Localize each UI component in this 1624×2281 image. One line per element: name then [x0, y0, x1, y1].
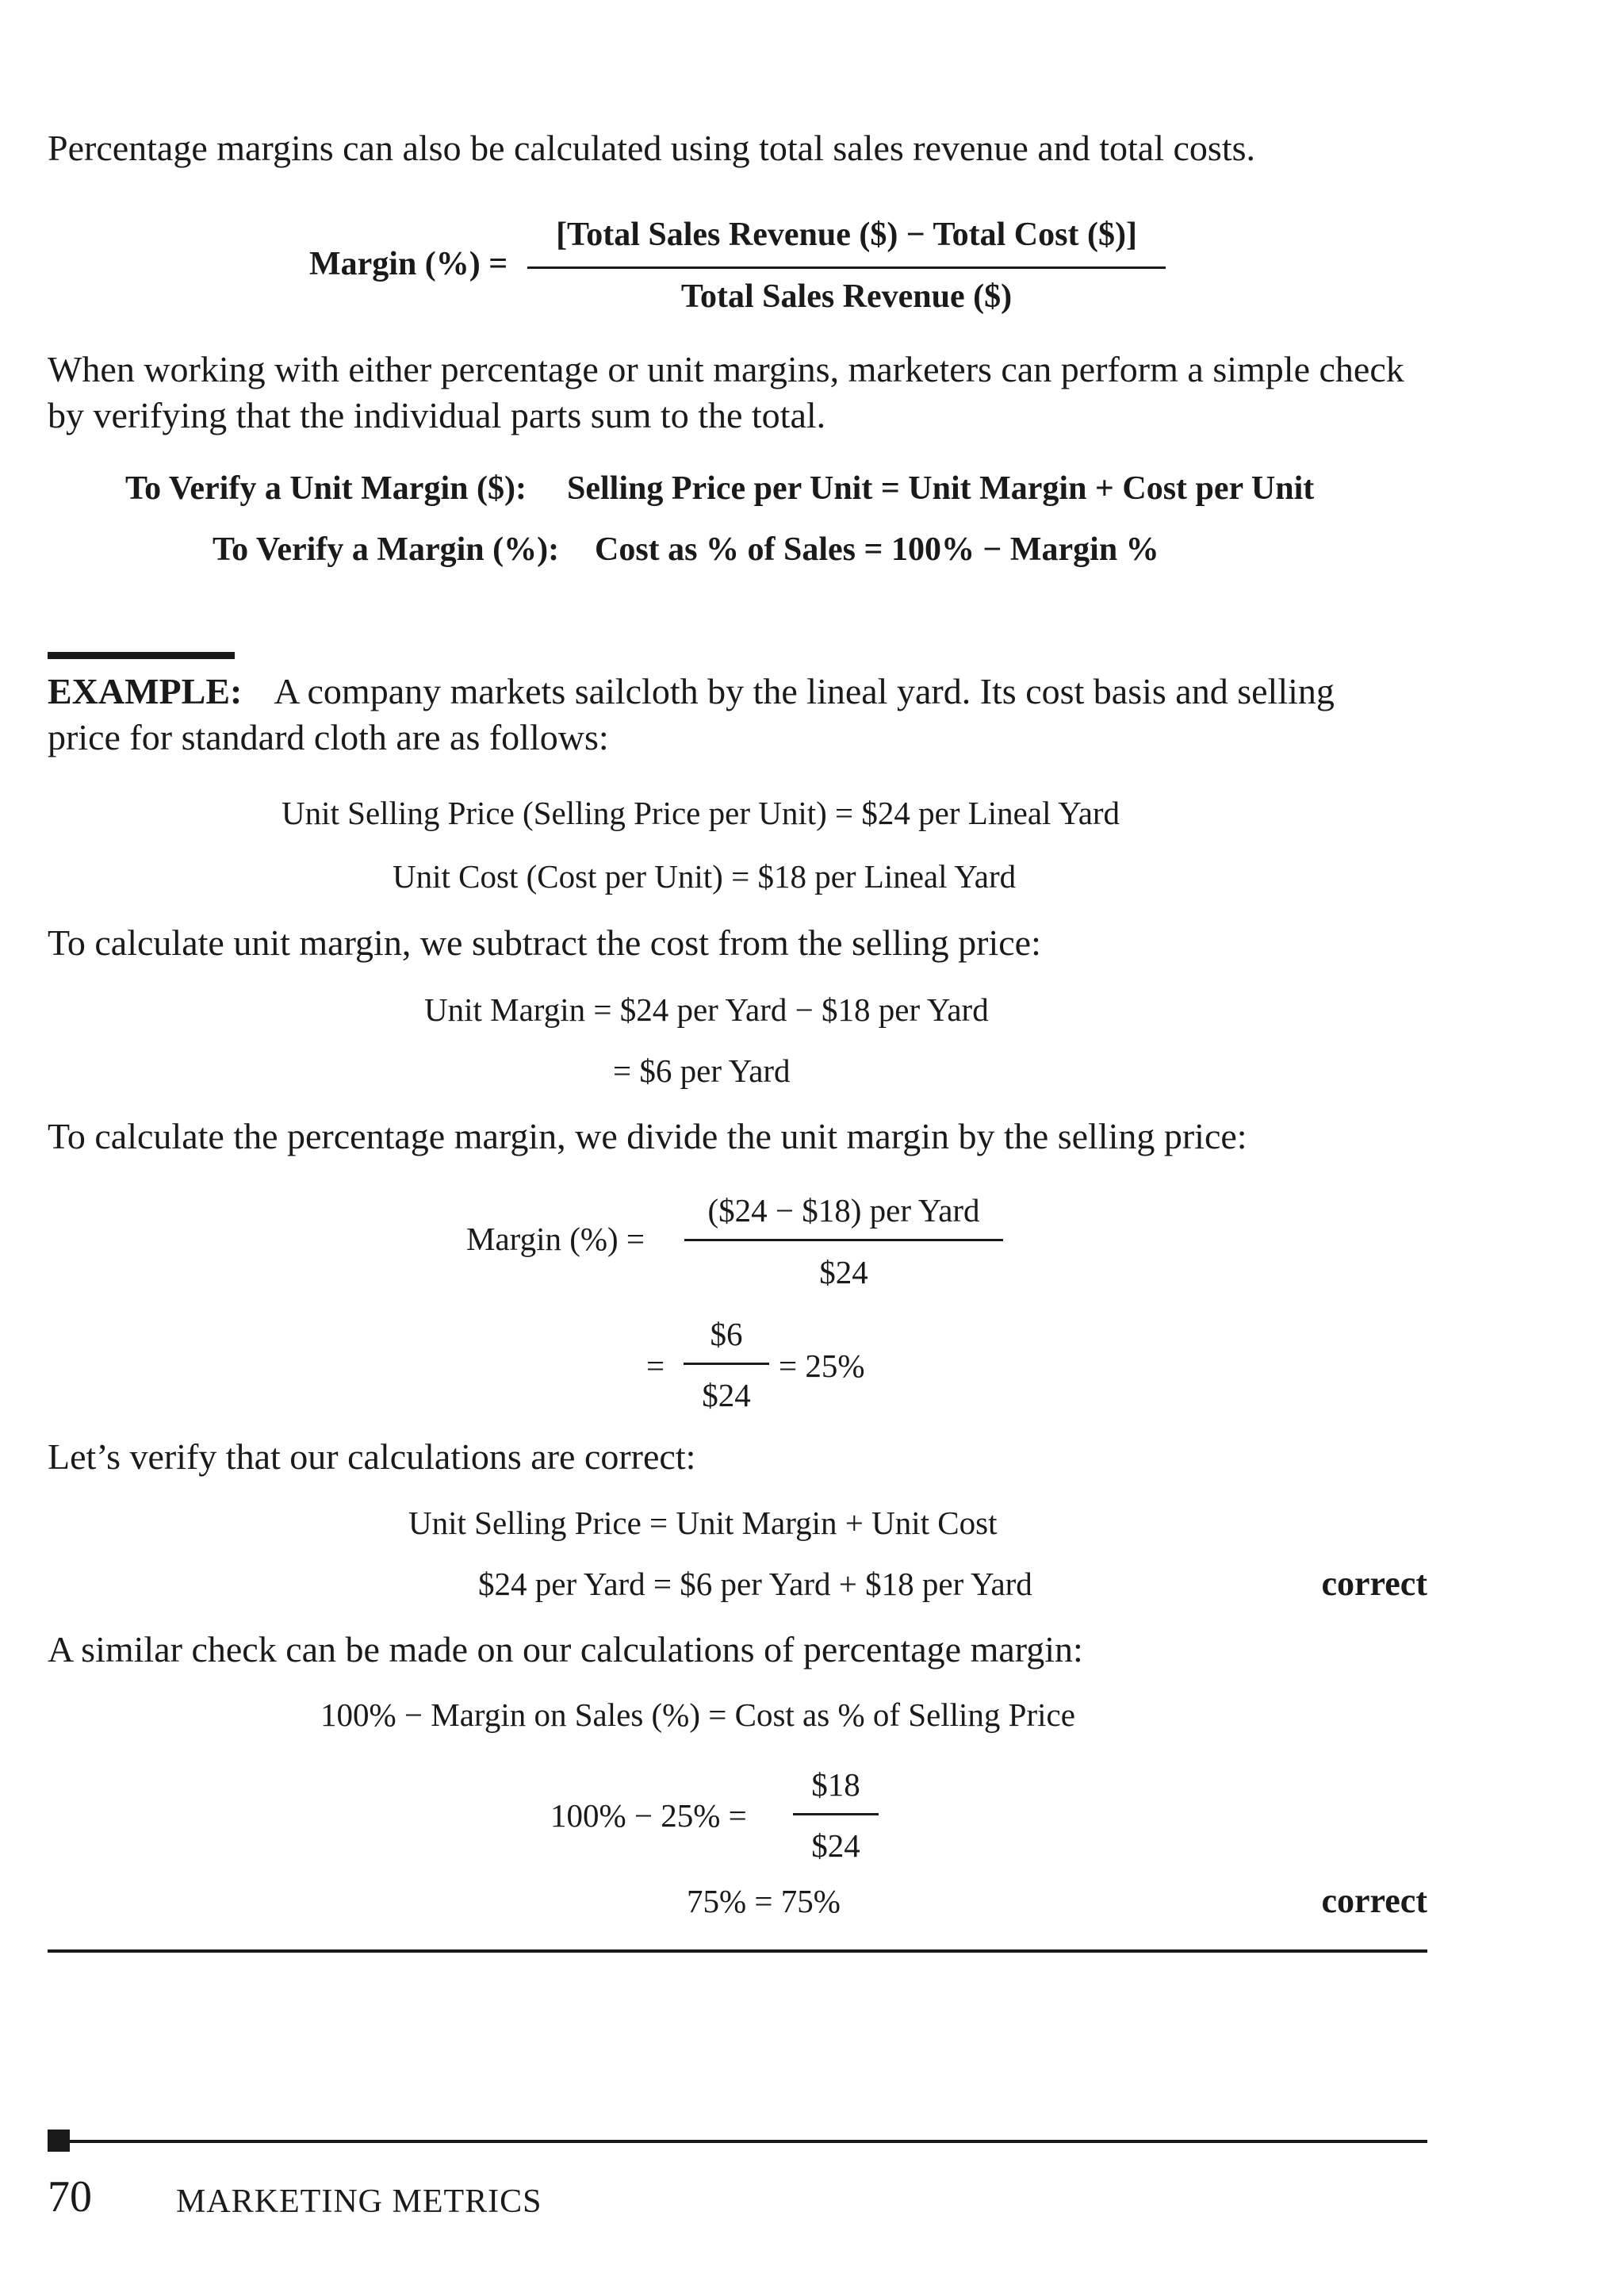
- pct-check-numerator: $18: [811, 1766, 860, 1803]
- pct-step2-numerator: $6: [710, 1316, 743, 1352]
- page-number: 70: [48, 2172, 92, 2222]
- intro-sentence: Percentage margins can also be calculated using total sales revenue and total costs.: [48, 128, 1256, 168]
- example-first-line: [48, 669, 1335, 715]
- verify-pct-label: To Verify a Margin (%):: [213, 531, 560, 568]
- pct-formula-fraction-bar: [684, 1239, 1003, 1241]
- pct-formula-numerator: ($24 − $18) per Yard: [707, 1192, 980, 1229]
- margin-formula-lhs: Margin (%) =: [309, 246, 508, 282]
- running-footer-title: MARKETING METRICS: [176, 2183, 542, 2220]
- calc-unit-margin-intro: To calculate unit margin, we subtract the cost from the selling price:: [48, 922, 1041, 963]
- unit-margin-line1: Unit Margin = $24 per Yard − $18 per Yard: [424, 991, 989, 1028]
- pct-formula-denominator: $24: [819, 1254, 868, 1290]
- similar-check: A similar check can be made on our calculations of percentage margin:: [48, 1629, 1083, 1670]
- verify-unit-equation: Selling Price per Unit = Unit Margin + Cost per Unit: [567, 470, 1315, 507]
- example-bottom-rule: [48, 1949, 1427, 1953]
- pct-check-denominator: $24: [811, 1827, 860, 1864]
- pct-formula-lhs: Margin (%) =: [466, 1221, 645, 1257]
- check-paragraph: When working with either percentage or unit margins, marketers can perform a simple check by verifying that the individual parts sum to the total.: [48, 349, 1404, 435]
- pct-check-line1: 100% − Margin on Sales (%) = Cost as % of Selling Price: [320, 1696, 1075, 1733]
- verify-pct-equation: Cost as % of Sales = 100% − Margin %: [595, 531, 1159, 568]
- unit-cost: Unit Cost (Cost per Unit) = $18 per Lineal Yard: [393, 858, 1017, 895]
- verify-line1: Unit Selling Price = Unit Margin + Unit Cost: [408, 1505, 998, 1541]
- margin-formula-fraction-bar: [527, 266, 1166, 269]
- example-text-line1: A company markets sailcloth by the lineal yard. Its cost basis and selling: [274, 671, 1335, 711]
- margin-formula-numerator: [Total Sales Revenue ($) − Total Cost ($)]: [556, 217, 1137, 253]
- footer-rule: [48, 2140, 1427, 2143]
- pct-check-fraction-bar: [793, 1813, 879, 1815]
- calc-pct-intro: To calculate the percentage margin, we divide the unit margin by the selling price:: [48, 1116, 1247, 1156]
- pct-step2-fraction-bar: [684, 1363, 769, 1365]
- pct-step2-denominator: $24: [702, 1377, 751, 1413]
- pct-check-lhs: 100% − 25% =: [550, 1797, 747, 1834]
- correct-label-2: correct: [1321, 1881, 1427, 1920]
- correct-label-1: correct: [1321, 1564, 1427, 1603]
- verify-unit-label: To Verify a Unit Margin ($):: [125, 470, 527, 507]
- verify-intro: Let’s verify that our calculations are correct:: [48, 1436, 696, 1477]
- verify-line2: $24 per Yard = $6 per Yard + $18 per Yard: [478, 1566, 1032, 1602]
- pct-step2-equals: =: [646, 1348, 665, 1384]
- pct-step2-result: = 25%: [779, 1348, 865, 1384]
- example-text-line2: price for standard cloth are as follows:: [48, 717, 609, 757]
- example-top-rule: [48, 652, 235, 659]
- unit-margin-line2: = $6 per Yard: [613, 1052, 791, 1089]
- unit-selling-price: Unit Selling Price (Selling Price per Unit) = $24 per Lineal Yard: [282, 795, 1120, 831]
- example-label: EXAMPLE:: [48, 671, 243, 711]
- pct-check-result: 75% = 75%: [687, 1883, 841, 1919]
- margin-formula-denominator: Total Sales Revenue ($): [680, 278, 1013, 315]
